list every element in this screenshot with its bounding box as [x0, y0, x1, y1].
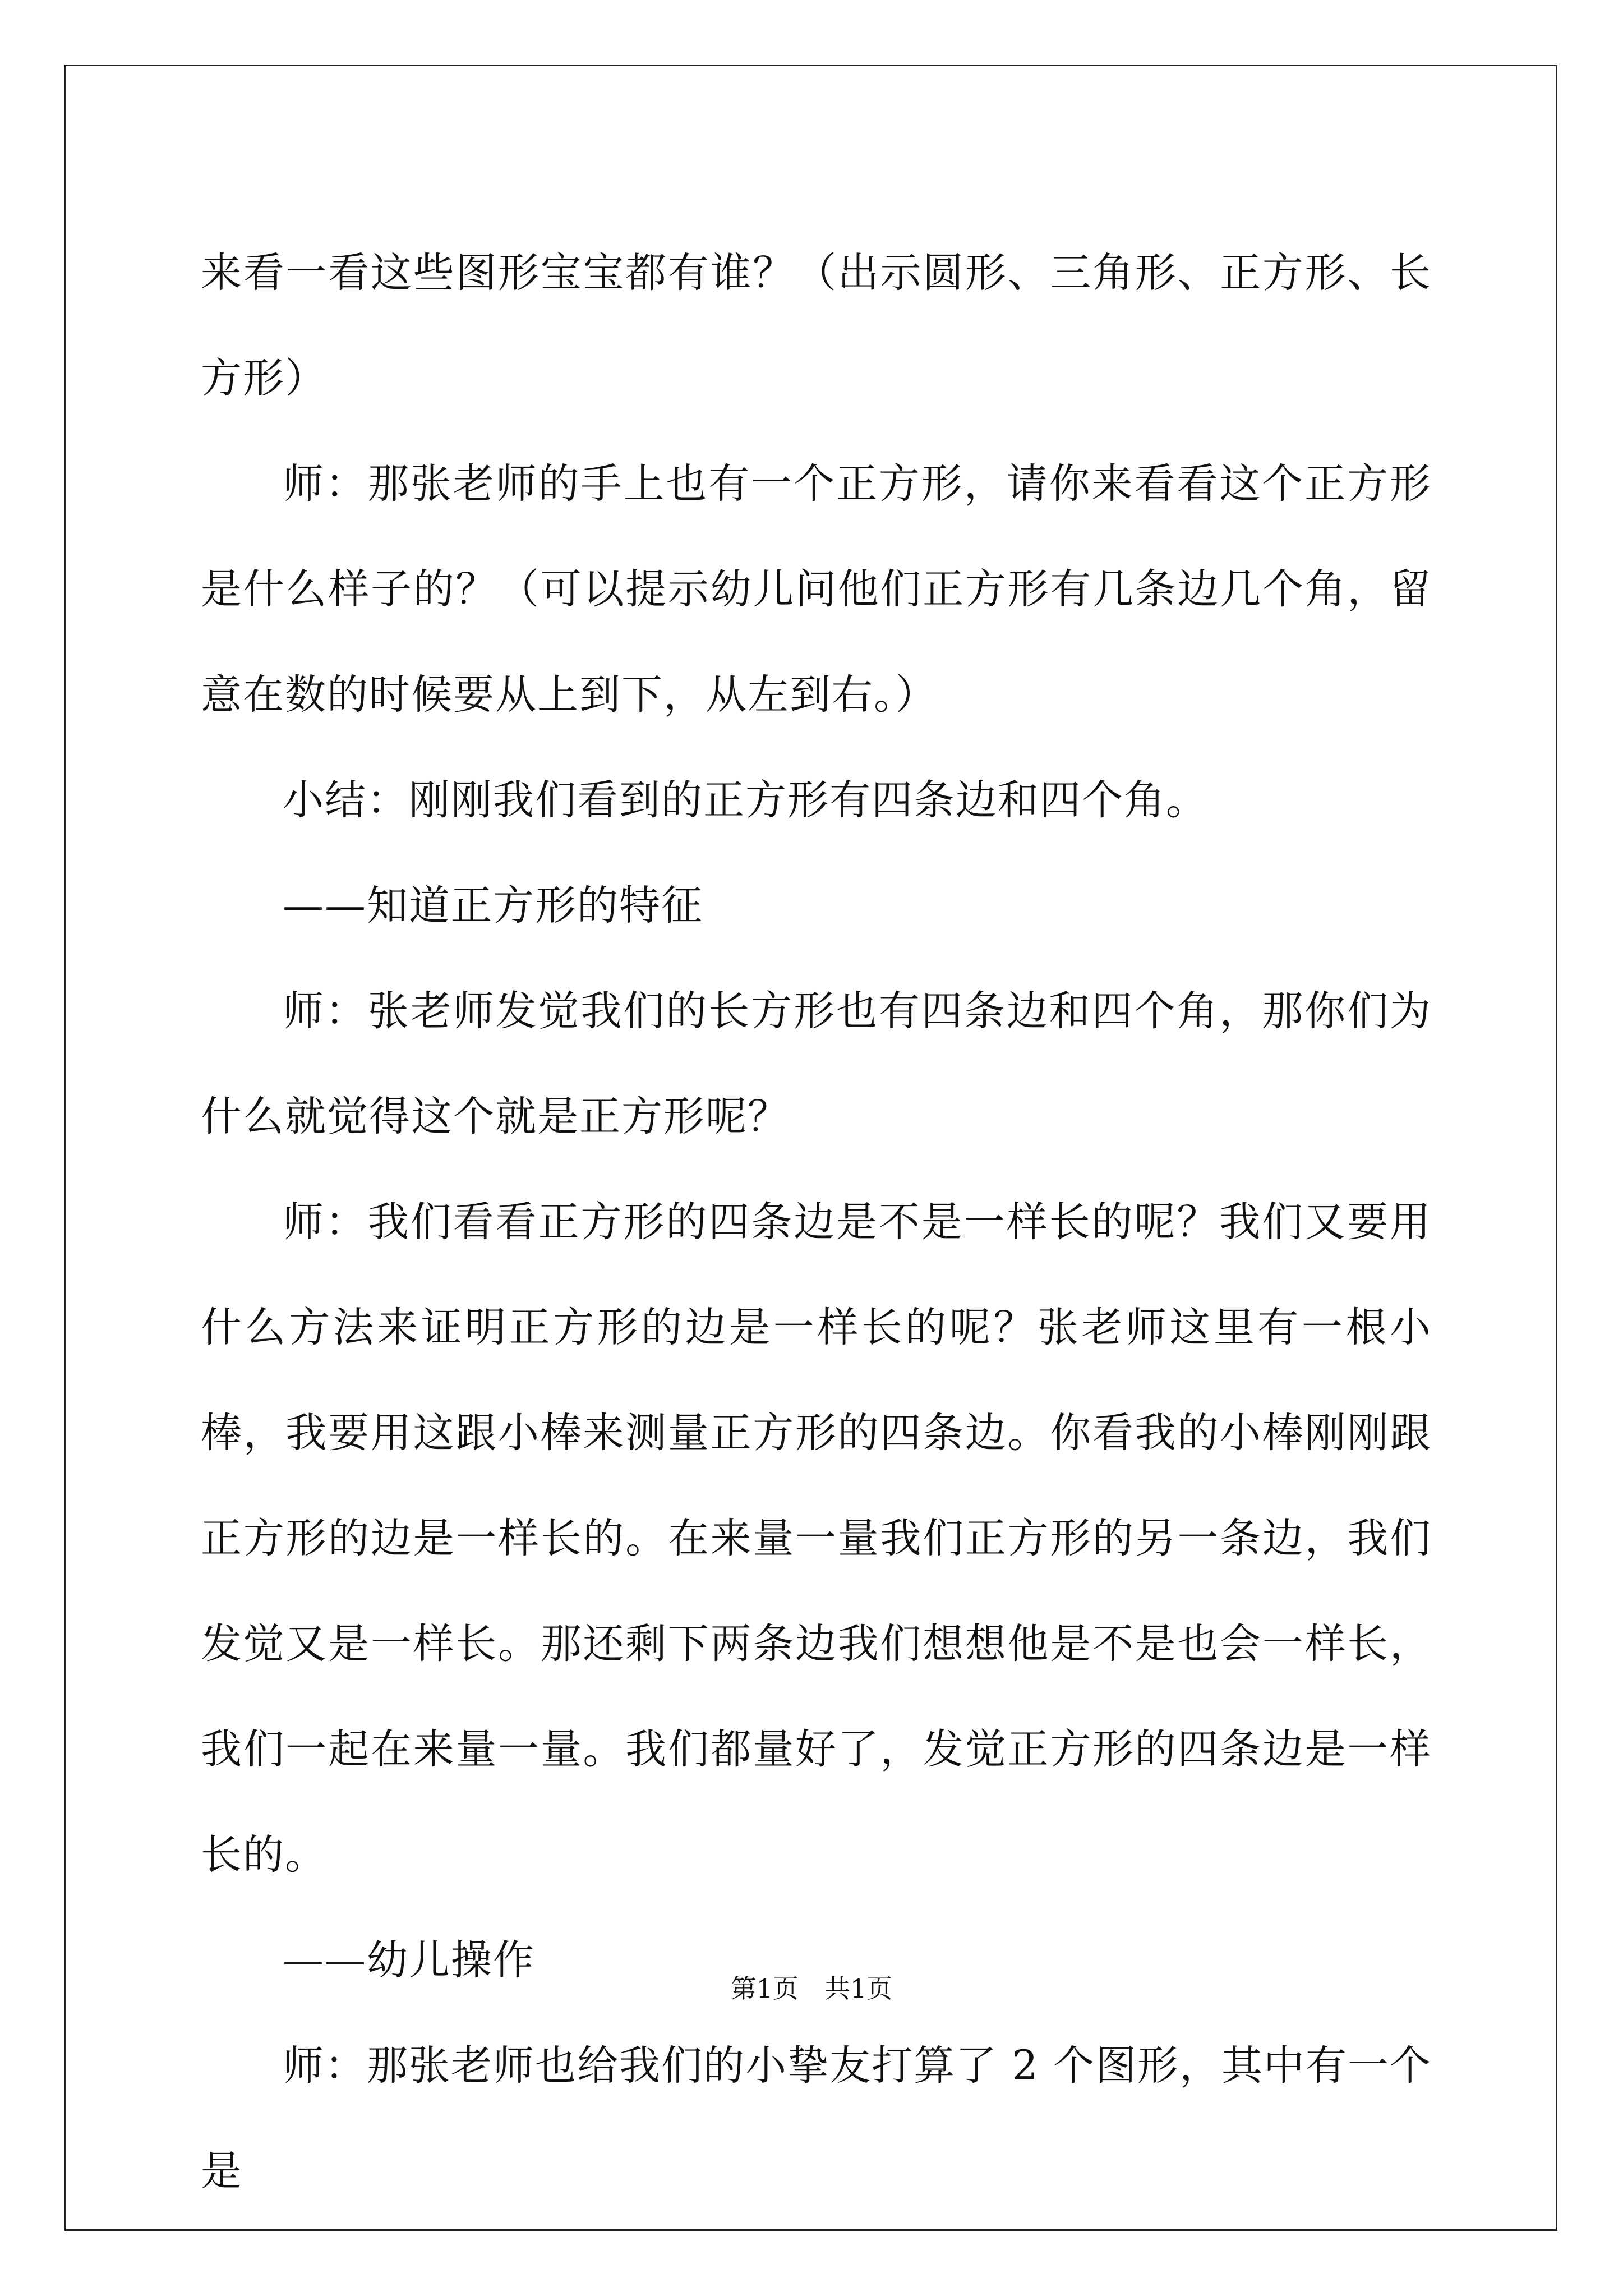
paragraph-2: 师：那张老师的手上也有一个正方形，请你来看看这个正方形是什么样子的？（可以提示幼儿问他们正方形有几条边几个角，留意在数的时候要从上到下，从左到右。）	[201, 460, 1432, 719]
paragraph-3: 小结：刚刚我们看到的正方形有四条边和四个角。	[283, 776, 1208, 824]
paragraph-5: 师：张老师发觉我们的长方形也有四条边和四个角，那你们为什么就觉得这个就是正方形呢？	[201, 987, 1432, 1140]
page-footer: 第1页 共1页	[730, 1973, 893, 2004]
paragraph-4: ——知道正方形的特征	[283, 882, 703, 930]
document-body	[201, 220, 1432, 2224]
paragraph-7: ——幼儿操作	[283, 1936, 535, 1984]
paragraph-1: 来看一看这些图形宝宝都有谁？（出示圆形、三角形、正方形、长方形）	[201, 249, 1432, 402]
paragraph-8: 师：那张老师也给我们的小挚友打算了 2 个图形，其中有一个是	[201, 2042, 1432, 2195]
paragraph-6: 师：我们看看正方形的四条边是不是一样长的呢？我们又要用什么方法来证明正方形的边是一样长的呢？张老师这里有一根小棒，我要用这跟小棒来测量正方形的四条边。你看我的小棒刚刚跟正方形的边是一样长的。在来量一量我们正方形的另一条边，我们发觉又是一样长。那还剩下两条边我们想想他是不是也会一样长，我们一起在来量一量。我们都量好了，发觉正方形的四条边是一样长的。	[201, 1198, 1432, 1879]
